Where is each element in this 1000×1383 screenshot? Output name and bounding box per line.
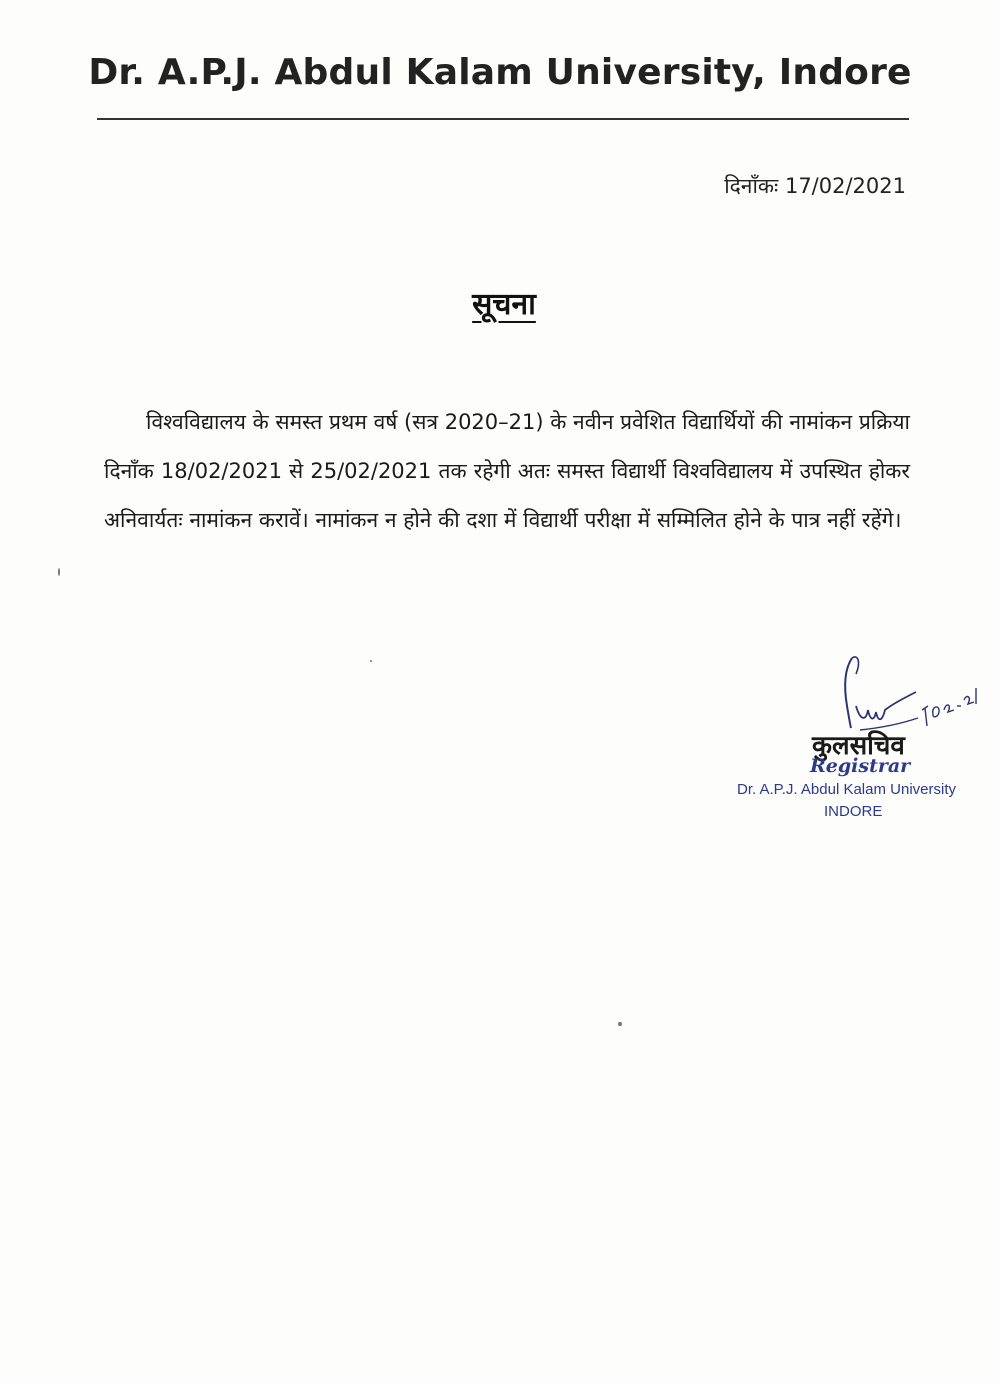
page-title: Dr. A.P.J. Abdul Kalam University, Indore xyxy=(88,52,912,93)
signature-block xyxy=(720,648,1000,838)
header-divider xyxy=(97,118,909,120)
registrar-stamp-city: INDORE xyxy=(824,803,883,820)
scan-speck xyxy=(618,1022,622,1026)
scan-speck xyxy=(370,660,372,662)
registrar-title-hindi: कुलसचिव xyxy=(812,731,905,761)
scan-speck xyxy=(58,568,60,576)
date-label: दिनाँकः xyxy=(724,174,779,198)
notice-heading-text: सूचना xyxy=(472,287,536,322)
date-line xyxy=(724,172,906,200)
registrar-stamp-title: Registrar xyxy=(810,755,911,777)
notice-heading xyxy=(0,282,1000,323)
registrar-stamp-university: Dr. A.P.J. Abdul Kalam University xyxy=(737,781,956,798)
date-value: 17/02/2021 xyxy=(784,174,906,198)
notice-body: विश्वविद्यालय के समस्त प्रथम वर्ष (सत्र 2020–21) के नवीन प्रवेशित विद्यार्थियों की नामांकन प्रक्रिया दिनाँक 18/02/2021 से 25/02/2021 तक रहेगी अतः समस्त विद्यार्थी विश्वविद्यालय में उपस्थित होकर अनिवार्यतः नामांकन करावें। नामांकन न होने की दशा में विद्यार्थी परीक्षा में सम्मिलित होने के पात्र नहीं रहेंगे। xyxy=(104,410,910,532)
